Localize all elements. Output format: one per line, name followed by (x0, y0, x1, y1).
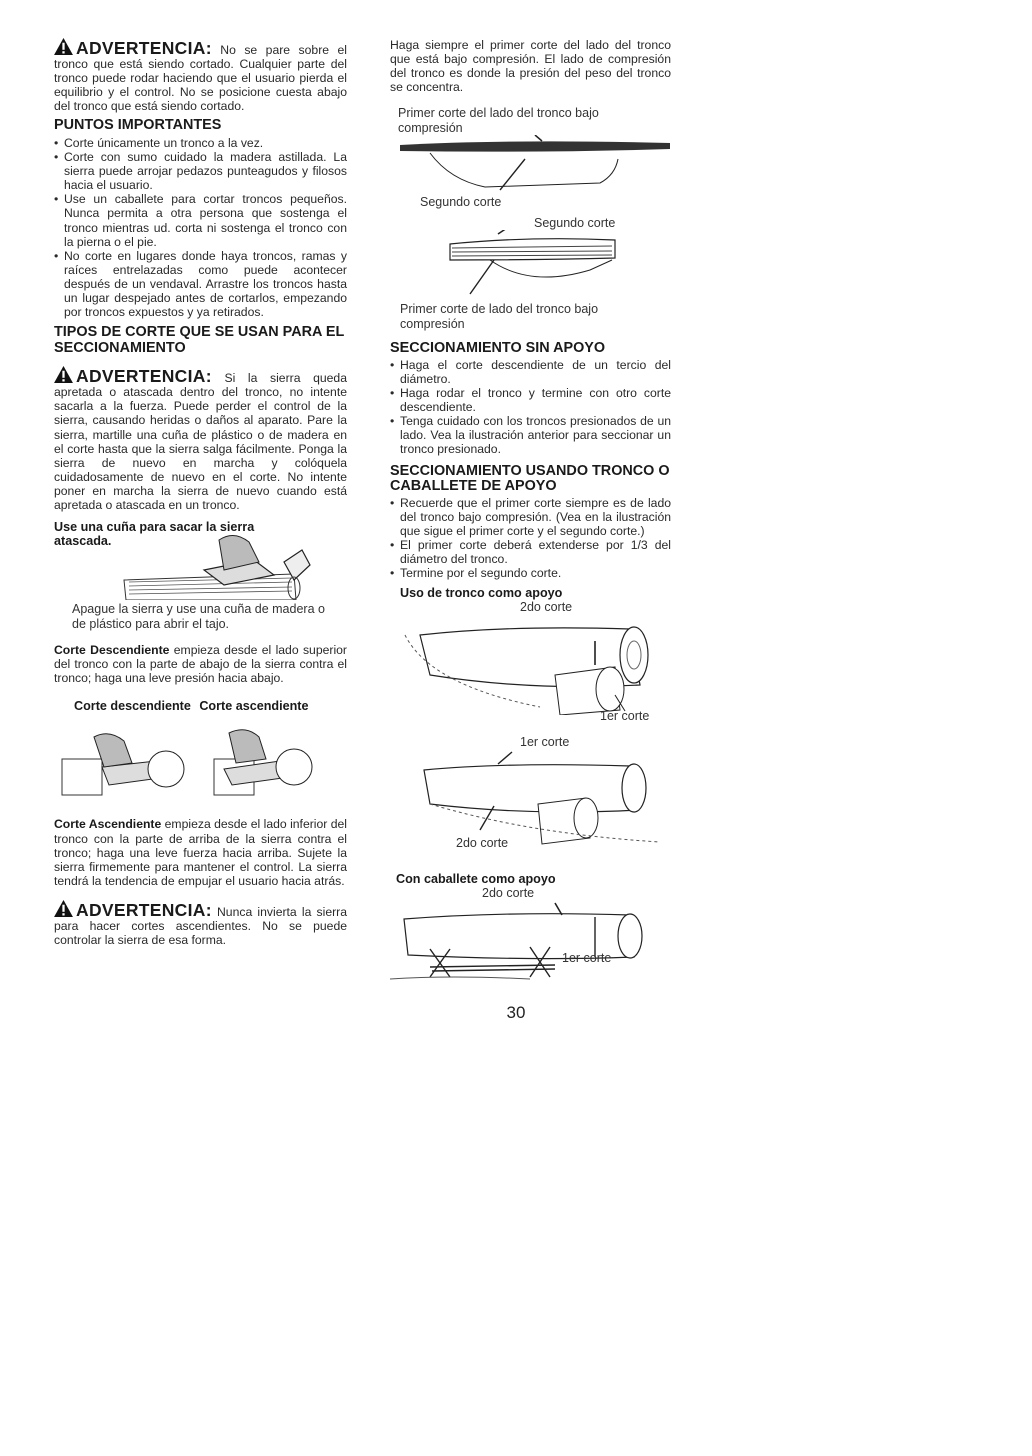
usando-list (390, 496, 671, 581)
tipos-heading: TIPOS DE CORTE QUE SE USAN PARA EL SECCIONAMIENTO (54, 324, 344, 356)
corte-ascendiente-text: empieza desde el lado inferior del tronco con la parte de arriba de la sierra contra el tronco; haga una leve fuerza hacia arriba. Sujete la sierra firmemente para mantener el control. La sierra tendrá la tendencia de empujar el usuario hacia atrás. (54, 817, 347, 888)
list-item: • Haga el corte descendiente de un tercio del diámetro. (390, 358, 671, 386)
cut-labels-row (74, 697, 347, 715)
list-item: • Tenga cuidado con los troncos presionados de un lado. Vea la ilustración anterior para seccionar un tronco presionado. (390, 414, 671, 456)
sawhorse-illustration (390, 901, 671, 981)
warning-label: ADVERTENCIA: (76, 38, 212, 58)
warning-triangle-icon (54, 900, 73, 917)
warning-label: ADVERTENCIA: (76, 366, 212, 387)
downward-cut-label: Corte descendiente (74, 699, 191, 714)
wedge-title: Use una cuña para sacar la sierra atascada. (54, 520, 255, 549)
log-support-illustration-a (390, 615, 671, 715)
warning-text: Nunca invierta la sierra para hacer cortes ascendientes. No se puede controlar la sierra de esa forma. (54, 904, 347, 948)
log-support-b-top-label: 1er corte (520, 735, 570, 750)
sawhorse-top-label: 2do corte (482, 886, 535, 901)
warning-no-invert (54, 900, 347, 947)
list-item: • Corte únicamente un tronco a la vez. (54, 136, 347, 150)
corte-descendiente-text: empieza desde el lado superior del tronco con la parte de abajo de la sierra contra el tronco; haga una leve presión hacia abajo. (54, 643, 347, 686)
warning-pinched-saw (54, 366, 347, 512)
log-support-b-bottom-label: 2do corte (456, 835, 509, 850)
warning-label: ADVERTENCIA: (76, 899, 212, 920)
compression-top-illustration (390, 135, 671, 195)
list-item: • Haga rodar el tronco y termine con otro corte descendiente. (390, 386, 671, 414)
corte-descendiente-paragraph (54, 643, 347, 685)
list-item: • Termine por el segundo corte. (390, 566, 671, 580)
compression-bottom-illustration (390, 230, 671, 302)
list-item: • El primer corte deberá extenderse por 1/3 del diámetro del tronco. (390, 538, 671, 566)
sawhorse-title: Con caballete como apoyo (396, 872, 556, 887)
list-item: • No corte en lugares donde haya troncos, ramas y raíces entrelazadas como puede acontecer después de un vendaval. Arrastre los troncos hasta un lugar despejado antes de cortarlos, empezando por troncos expuestos y ya retirados. (54, 249, 347, 319)
log-support-a-top-label: 2do corte (520, 600, 573, 615)
usando-heading: SECCIONAMIENTO USANDO TRONCO O CABALLETE DE APOYO (390, 462, 670, 495)
compression-intro: Haga siempre el primer corte del lado del tronco que está bajo compresión. El lado de compresión del tronco es donde la presión del peso del tronco se concentra. (390, 38, 671, 95)
cut-direction-illustration (54, 719, 334, 809)
fig2-bottom-label: Primer corte de lado del tronco bajo compresión (400, 302, 599, 331)
upward-cut-label: Corte ascendiente (199, 699, 309, 714)
left-column (54, 38, 347, 947)
log-support-a-bottom-label: 1er corte (600, 708, 650, 723)
warning-triangle-icon (54, 38, 73, 55)
sin-apoyo-heading: SECCIONAMIENTO SIN APOYO (390, 340, 606, 357)
warning-no-stand (54, 38, 347, 113)
fig2-top-label: Segundo corte (534, 215, 616, 230)
wedge-illustration (114, 530, 344, 600)
sawhorse-bottom-label: 1er corte (562, 950, 612, 965)
list-item: • Recuerde que el primer corte siempre es de lado del tronco bajo compresión. (Vea en la ilustración que sigue el primer corte y el segundo corte.) (390, 496, 671, 538)
list-item: • Corte con sumo cuidado la madera astillada. La sierra puede arrojar pedazos punteagudos y filosos hacia el usuario. (54, 150, 347, 192)
warning-text: No se pare sobre el tronco que está siendo cortado. Cualquier parte del tronco puede rodar haciendo que el usuario pierda el equilibrio y el control. No se posicione cuesta abajo del tronco que está siendo cortado. (54, 43, 347, 114)
corte-descendiente-term: Corte Descendiente (54, 643, 170, 658)
fig1-bottom-label: Segundo corte (420, 195, 502, 210)
puntos-heading: PUNTOS IMPORTANTES (54, 117, 222, 134)
sin-apoyo-list (390, 358, 671, 457)
fig1-top-label: Primer corte del lado del tronco bajo compresión (398, 106, 599, 135)
page-number: 30 (506, 1003, 526, 1022)
corte-ascendiente-paragraph (54, 817, 347, 887)
wedge-caption: Apague la sierra y use una cuña de madera o de plástico para abrir el tajo. (72, 602, 325, 631)
corte-ascendiente-term: Corte Ascendiente (54, 817, 162, 832)
warning-text: Si la sierra queda apretada o atascada dentro del tronco, no intente sacarla a la fuerza. Puede perder el control de la sierra, causando heridas o daños al aparato. Pare la sierra, martille una cuña de plástico o de madera en el corte hasta que la sierra salga fácilmente. Ponga la sierra de nuevo en marcha y colóquela cuidadosamente de nuevo en el corte. No intente poner en marcha la sierra de nuevo cuando está apretada o atascada en un tronco. (54, 371, 347, 513)
warning-triangle-icon (54, 366, 73, 383)
log-support-title: Uso de tronco como apoyo (400, 586, 563, 601)
list-item: • Use un caballete para cortar troncos pequeños. Nunca permita a otra persona que sostenga el tronco mientras ud. corta ni sostenga el tronco con la pierna o el pie. (54, 192, 347, 248)
right-column (390, 38, 671, 965)
log-support-illustration-b (390, 750, 671, 846)
puntos-list (54, 136, 347, 319)
